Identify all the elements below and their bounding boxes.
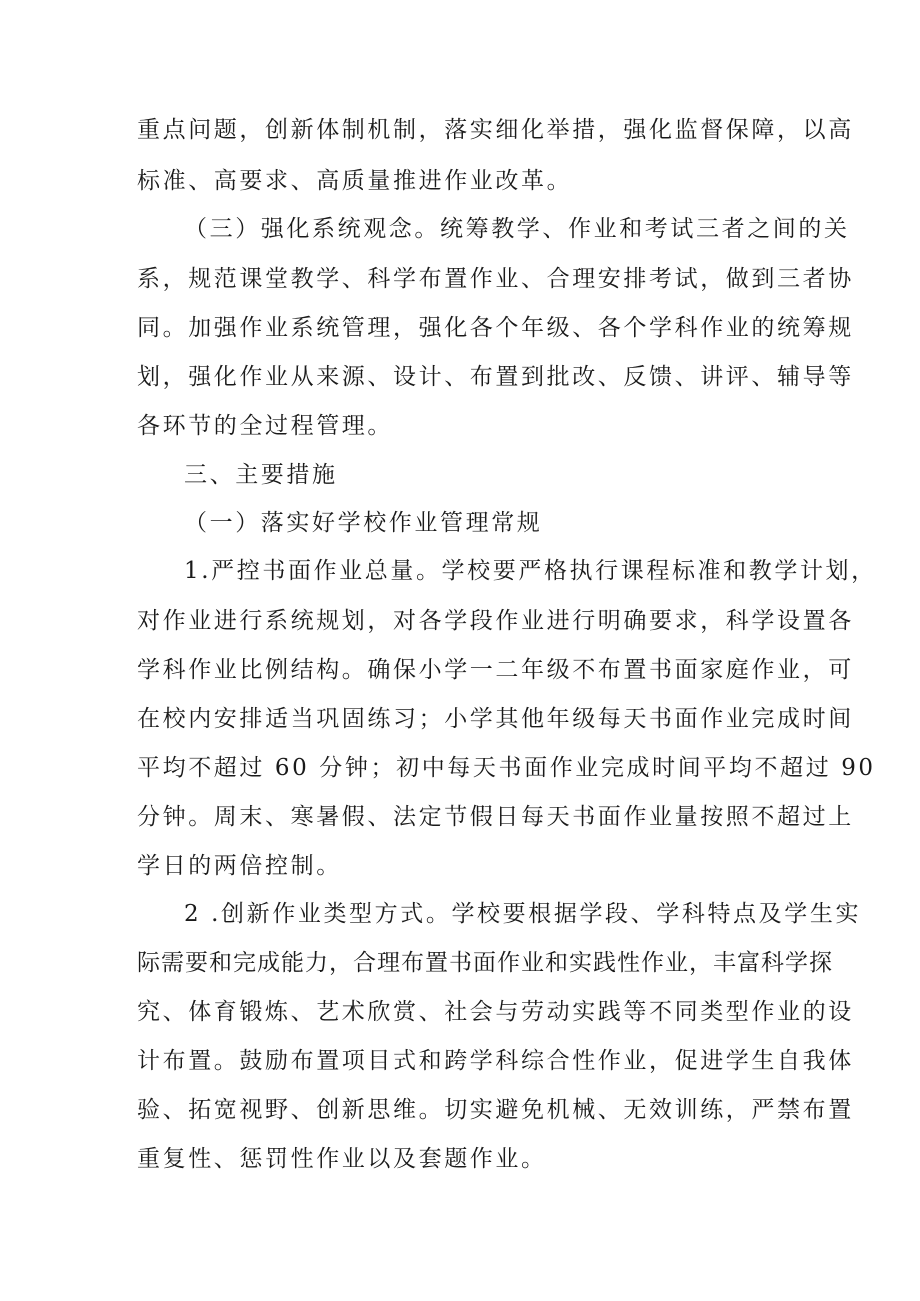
text-line: 各环节的全过程管理。 [137,413,393,439]
section-heading: （三）强化系统观念。统筹教学、作业和考试三者之间的关 [184,216,850,242]
text-line: 分钟。周末、寒暑假、法定节假日每天书面作业量按照不超过上 [137,804,854,830]
section-heading: 三、主要措施 [184,462,338,488]
text-line: 在校内安排适当巩固练习；小学其他年级每天书面作业完成时间 [137,706,854,732]
text-line: 重点问题，创新体制机制，落实细化举措，强化监督保障，以高 [137,117,854,143]
text-line: 重复性、惩罚性作业以及套题作业。 [137,1146,547,1172]
text-line: 究、体育锻炼、艺术欣赏、社会与劳动实践等不同类型作业的设 [137,999,854,1025]
text-line: 计布置。鼓励布置项目式和跨学科综合性作业，促进学生自我体 [137,1048,854,1074]
text-line: 平均不超过 60 分钟；初中每天书面作业完成时间平均不超过 90 [137,755,876,781]
subsection-heading: （一）落实好学校作业管理常规 [184,510,543,536]
text-line: 标准、高要求、高质量推进作业改革。 [137,168,573,194]
text-line: 划，强化作业从来源、设计、布置到批改、反馈、讲评、辅导等 [137,364,854,390]
text-line: 学科作业比例结构。确保小学一二年级不布置书面家庭作业，可 [137,657,854,683]
text-line: 学日的两倍控制。 [137,853,342,879]
text-line: 同。加强作业系统管理，强化各个年级、各个学科作业的统筹规 [137,315,854,341]
text-line: 际需要和完成能力，合理布置书面作业和实践性作业，丰富科学探 [137,950,833,976]
text-line: 对作业进行系统规划，对各学段作业进行明确要求，科学设置各 [137,608,854,634]
text-line: 1.严控书面作业总量。学校要严格执行课程标准和教学计划， [184,558,877,584]
text-line: 系，规范课堂教学、科学布置作业、合理安排考试，做到三者协 [137,266,854,292]
text-line: 2 .创新作业类型方式。学校要根据学段、学科特点及学生实 [184,901,862,927]
text-line: 验、拓宽视野、创新思维。切实避免机械、无效训练，严禁布置 [137,1097,854,1123]
